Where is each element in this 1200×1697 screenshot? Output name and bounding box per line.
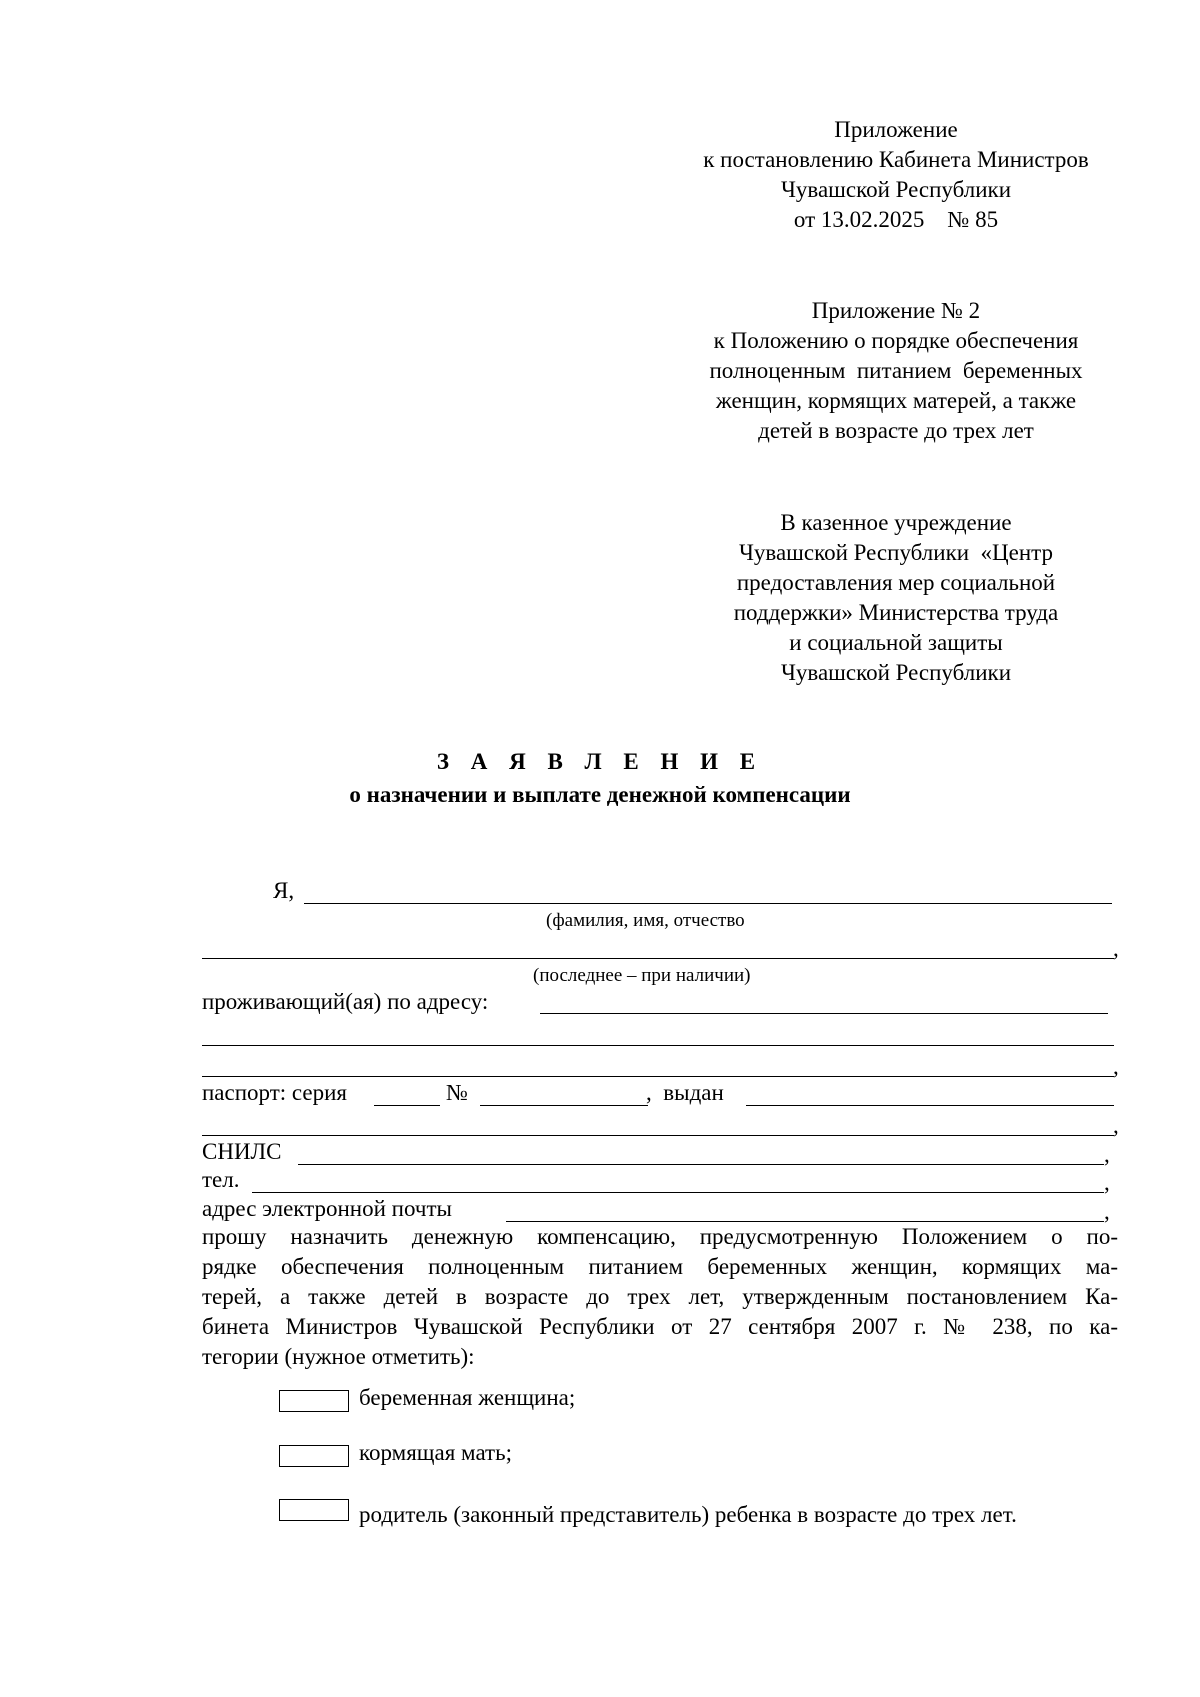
appendix-line-3: полноценным питанием беременных xyxy=(709,358,1083,383)
approval-line-4: от 13.02.2025 № 85 xyxy=(793,207,999,232)
request-paragraph xyxy=(202,1222,1118,1372)
appendix-line-5: детей в возрасте до трех лет xyxy=(758,418,1034,443)
appendix-line-1: Приложение № 2 xyxy=(811,298,981,323)
addressee-line-6: Чувашской Республики xyxy=(780,660,1012,685)
category-checkbox-pregnant[interactable] xyxy=(279,1390,349,1412)
fio-caption-2: (последнее – при наличии) xyxy=(533,965,751,986)
approval-header xyxy=(676,115,1116,235)
fio-comma: , xyxy=(1113,936,1119,961)
document-subtitle: о назначении и выплате денежной компенсации xyxy=(349,782,851,807)
phone-comma: , xyxy=(1104,1170,1110,1195)
passport-issued-input-line[interactable] xyxy=(746,1105,1114,1106)
category-label-parent: родитель (законный представитель) ребенка в возрасте до трех лет. xyxy=(359,1502,1017,1527)
passport-label: паспорт: серия xyxy=(202,1080,348,1105)
request-line-5: тегории (нужное отметить): xyxy=(202,1344,475,1369)
approval-line-2: к постановлению Кабинета Министров xyxy=(703,147,1089,172)
addressee-line-3: предоставления мер социальной xyxy=(736,570,1056,595)
category-label-nursing: кормящая мать; xyxy=(359,1440,512,1465)
snils-input-line[interactable] xyxy=(298,1164,1104,1165)
email-comma: , xyxy=(1104,1199,1110,1224)
appendix-line-2: к Положению о порядке обеспечения xyxy=(713,328,1079,353)
address-input-line[interactable] xyxy=(540,1013,1108,1014)
passport-issued-input-line-2[interactable] xyxy=(202,1135,1114,1136)
addressee-line-2: Чувашской Республики «Центр xyxy=(738,540,1054,565)
address-comma: , xyxy=(1113,1054,1119,1079)
appendix-header xyxy=(676,296,1116,446)
addressee-line-1: В казенное учреждение xyxy=(780,510,1012,535)
appendix-line-4: женщин, кормящих матерей, а также xyxy=(715,388,1077,413)
request-line-2: рядке обеспечения полноценным питанием беременных женщин, кормящих ма- xyxy=(202,1254,1118,1279)
document-title: З А Я В Л Е Н И Е xyxy=(436,749,764,774)
request-line-3: терей, а также детей в возрасте до трех лет, утвержденным постановлением Ка- xyxy=(202,1284,1118,1309)
fio-input-line-2[interactable] xyxy=(202,958,1114,959)
category-label-pregnant: беременная женщина; xyxy=(359,1385,576,1410)
address-input-line-2[interactable] xyxy=(202,1045,1114,1046)
approval-line-3: Чувашской Республики xyxy=(780,177,1012,202)
passport-number-label: № xyxy=(446,1080,468,1105)
snils-label: СНИЛС xyxy=(202,1139,282,1164)
address-label: проживающий(ая) по адресу: xyxy=(202,989,489,1014)
fio-caption: (фамилия, имя, отчество xyxy=(546,910,745,931)
passport-comma: , xyxy=(1113,1113,1119,1138)
phone-input-line[interactable] xyxy=(252,1192,1104,1193)
addressee-block xyxy=(676,508,1116,688)
address-input-line-3[interactable] xyxy=(202,1076,1114,1077)
snils-comma: , xyxy=(1104,1142,1110,1167)
approval-line-1: Приложение xyxy=(834,117,958,142)
category-checkbox-nursing[interactable] xyxy=(279,1445,349,1467)
addressee-line-5: и социальной защиты xyxy=(789,630,1003,655)
passport-series-input-line[interactable] xyxy=(374,1105,440,1106)
addressee-line-4: поддержки» Министерства труда xyxy=(733,600,1059,625)
category-checkbox-parent[interactable] xyxy=(279,1499,349,1521)
request-line-1: прошу назначить денежную компенсацию, предусмотренную Положением о по- xyxy=(202,1224,1118,1249)
email-label: адрес электронной почты xyxy=(202,1196,452,1221)
passport-issued-label: , выдан xyxy=(646,1080,724,1105)
fio-input-line[interactable] xyxy=(304,903,1112,904)
passport-number-input-line[interactable] xyxy=(480,1105,648,1106)
i-label: Я, xyxy=(273,878,295,903)
phone-label: тел. xyxy=(202,1167,240,1192)
request-line-4: бинета Министров Чувашской Республики от 27 сентября 2007 г. № 238, по ка- xyxy=(202,1314,1118,1339)
